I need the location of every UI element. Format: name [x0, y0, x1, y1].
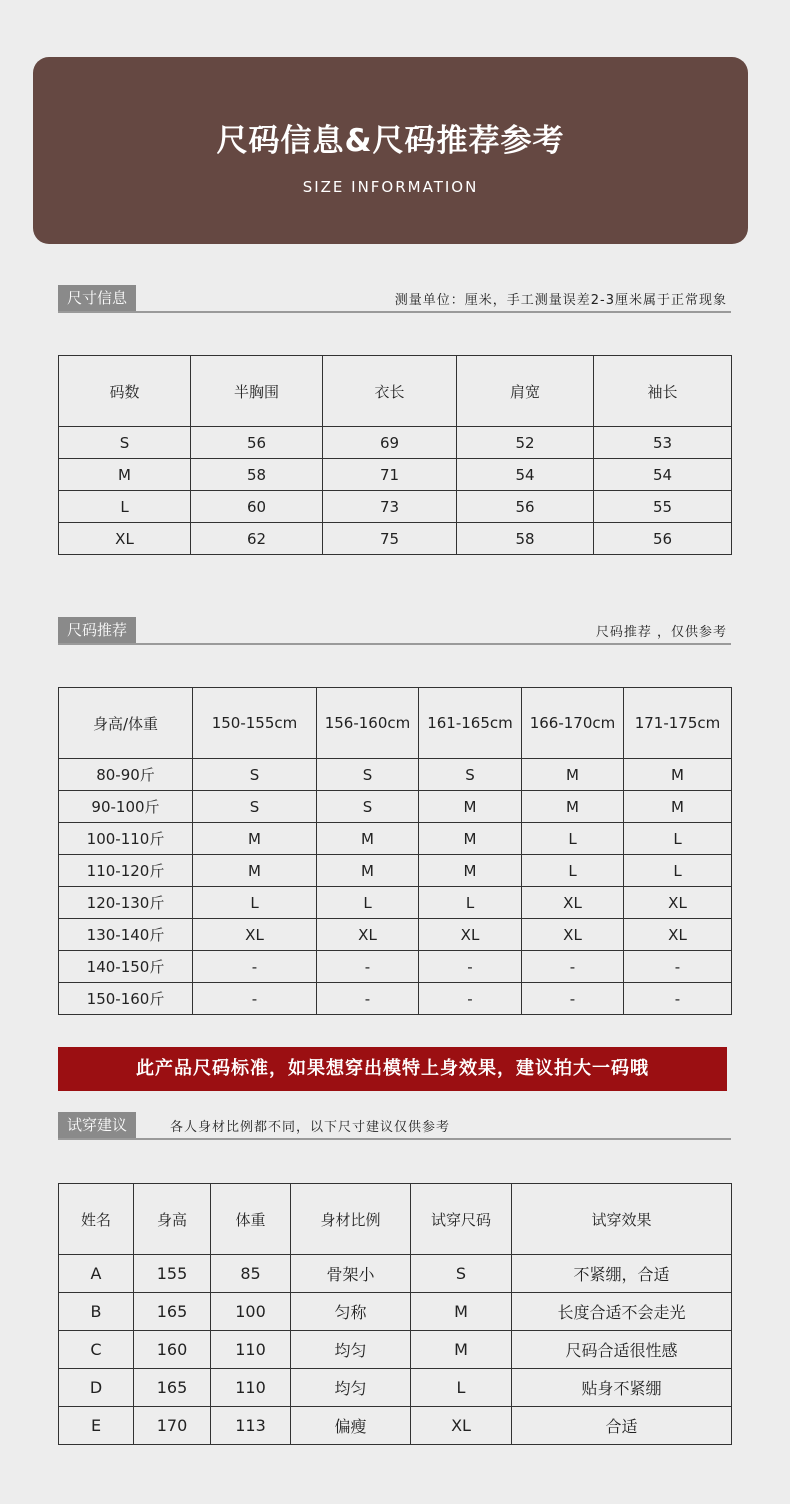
table-row [59, 951, 732, 983]
table-header-cell: 半胸围 [191, 356, 323, 427]
table-cell: 113 [211, 1407, 291, 1445]
size-info-tag: 尺寸信息 [58, 285, 136, 311]
table-cell: L [411, 1369, 512, 1407]
table-cell: 100 [211, 1293, 291, 1331]
table-cell: 155 [134, 1255, 211, 1293]
table-header-cell: 袖长 [594, 356, 732, 427]
table-cell: XL [522, 919, 624, 951]
size-info-note: 测量单位：厘米，手工测量误差2-3厘米属于正常现象 [394, 293, 727, 308]
table-cell: 75 [323, 523, 457, 555]
table-cell: S [411, 1255, 512, 1293]
table-cell: 不紧绷，合适 [512, 1255, 732, 1293]
table-cell: 尺码合适很性感 [512, 1331, 732, 1369]
page-title: 尺码信息&尺码推荐参考 [216, 123, 565, 159]
table-cell: 110 [211, 1331, 291, 1369]
table-cell: - [522, 951, 624, 983]
table-row [59, 759, 732, 791]
table-cell: M [193, 823, 317, 855]
table-cell: 80-90斤 [59, 759, 193, 791]
table-cell: M [193, 855, 317, 887]
table-header-cell: 156-160cm [317, 688, 419, 759]
table-cell: 60 [191, 491, 323, 523]
table-cell: 130-140斤 [59, 919, 193, 951]
table-cell: 100-110斤 [59, 823, 193, 855]
table-cell: 73 [323, 491, 457, 523]
table-cell: 54 [594, 459, 732, 491]
table-cell: 160 [134, 1331, 211, 1369]
table-row [59, 983, 732, 1015]
table-cell: C [59, 1331, 134, 1369]
table-cell: XL [193, 919, 317, 951]
table-cell: - [624, 951, 732, 983]
table-cell: 53 [594, 427, 732, 459]
table-cell: 均匀 [291, 1331, 411, 1369]
table-row [59, 1407, 732, 1445]
table-cell: 58 [191, 459, 323, 491]
table-cell: L [624, 855, 732, 887]
table-cell: 90-100斤 [59, 791, 193, 823]
size-recommend-note: 尺码推荐 ，仅供参考 [595, 625, 727, 640]
size-recommend-table [58, 687, 732, 1015]
table-header-row [59, 688, 732, 759]
table-cell: D [59, 1369, 134, 1407]
table-cell: S [193, 759, 317, 791]
table-cell: 偏瘦 [291, 1407, 411, 1445]
table-cell: L [522, 855, 624, 887]
table-row [59, 855, 732, 887]
table-cell: L [419, 887, 522, 919]
table-row [59, 919, 732, 951]
table-row [59, 459, 732, 491]
table-cell: XL [317, 919, 419, 951]
table-cell: M [522, 759, 624, 791]
page-subtitle: SIZE INFORMATION [302, 178, 479, 196]
table-header-cell: 150-155cm [193, 688, 317, 759]
table-cell: 120-130斤 [59, 887, 193, 919]
try-on-tag: 试穿建议 [58, 1112, 136, 1138]
table-row [59, 523, 732, 555]
table-header-cell: 衣长 [323, 356, 457, 427]
table-cell: S [317, 791, 419, 823]
table-cell: L [624, 823, 732, 855]
table-cell: 56 [191, 427, 323, 459]
table-header-cell: 试穿尺码 [411, 1184, 512, 1255]
table-cell: 55 [594, 491, 732, 523]
table-header-cell: 身高/体重 [59, 688, 193, 759]
table-cell: M [419, 791, 522, 823]
table-cell: 62 [191, 523, 323, 555]
table-cell: - [317, 951, 419, 983]
table-row [59, 1331, 732, 1369]
table-cell: XL [522, 887, 624, 919]
table-row [59, 1293, 732, 1331]
table-cell: 110-120斤 [59, 855, 193, 887]
table-cell: S [419, 759, 522, 791]
table-header-cell: 肩宽 [457, 356, 594, 427]
table-header-cell: 身材比例 [291, 1184, 411, 1255]
table-cell: L [193, 887, 317, 919]
size-recommend-header [58, 617, 731, 645]
table-cell: M [411, 1293, 512, 1331]
try-on-note: 各人身材比例都不同，以下尺寸建议仅供参考 [170, 1120, 451, 1135]
table-row [59, 791, 732, 823]
table-header-row [59, 1184, 732, 1255]
table-cell: 69 [323, 427, 457, 459]
size-info-table [58, 355, 732, 555]
table-cell: M [522, 791, 624, 823]
table-cell: XL [59, 523, 191, 555]
table-cell: XL [624, 919, 732, 951]
table-cell: - [193, 951, 317, 983]
table-cell: S [59, 427, 191, 459]
table-cell: A [59, 1255, 134, 1293]
table-cell: 56 [457, 491, 594, 523]
table-cell: L [522, 823, 624, 855]
table-header-cell: 试穿效果 [512, 1184, 732, 1255]
table-header-cell: 体重 [211, 1184, 291, 1255]
try-on-table [58, 1183, 732, 1445]
table-cell: XL [419, 919, 522, 951]
table-cell: 150-160斤 [59, 983, 193, 1015]
size-recommend-tag: 尺码推荐 [58, 617, 136, 643]
table-cell: B [59, 1293, 134, 1331]
table-cell: 140-150斤 [59, 951, 193, 983]
table-cell: - [317, 983, 419, 1015]
try-on-header [58, 1112, 731, 1140]
table-cell: M [317, 855, 419, 887]
table-cell: 匀称 [291, 1293, 411, 1331]
table-cell: 165 [134, 1293, 211, 1331]
table-cell: 长度合适不会走光 [512, 1293, 732, 1331]
size-notice-banner: 此产品尺码标准，如果想穿出模特上身效果，建议拍大一码哦 [58, 1047, 727, 1091]
table-header-row [59, 356, 732, 427]
table-cell: M [624, 759, 732, 791]
table-cell: M [317, 823, 419, 855]
table-cell: 均匀 [291, 1369, 411, 1407]
table-header-cell: 姓名 [59, 1184, 134, 1255]
table-cell: 58 [457, 523, 594, 555]
table-cell: - [193, 983, 317, 1015]
table-cell: M [59, 459, 191, 491]
table-header-cell: 166-170cm [522, 688, 624, 759]
table-row [59, 1255, 732, 1293]
table-row [59, 491, 732, 523]
table-cell: 71 [323, 459, 457, 491]
table-header-cell: 161-165cm [419, 688, 522, 759]
table-header-cell: 码数 [59, 356, 191, 427]
table-cell: L [317, 887, 419, 919]
table-cell: - [522, 983, 624, 1015]
table-cell: E [59, 1407, 134, 1445]
table-cell: 56 [594, 523, 732, 555]
table-row [59, 887, 732, 919]
table-cell: M [419, 823, 522, 855]
table-row [59, 823, 732, 855]
table-cell: - [419, 983, 522, 1015]
table-cell: S [193, 791, 317, 823]
table-row [59, 1369, 732, 1407]
table-cell: S [317, 759, 419, 791]
table-cell: 52 [457, 427, 594, 459]
table-cell: 骨架小 [291, 1255, 411, 1293]
table-cell: XL [624, 887, 732, 919]
header-banner [33, 57, 748, 244]
table-cell: XL [411, 1407, 512, 1445]
table-cell: 贴身不紧绷 [512, 1369, 732, 1407]
table-cell: M [411, 1331, 512, 1369]
table-cell: - [624, 983, 732, 1015]
table-header-cell: 171-175cm [624, 688, 732, 759]
table-cell: M [419, 855, 522, 887]
table-cell: 110 [211, 1369, 291, 1407]
size-info-header [58, 285, 731, 313]
table-cell: M [624, 791, 732, 823]
table-cell: 85 [211, 1255, 291, 1293]
table-cell: 合适 [512, 1407, 732, 1445]
table-cell: 170 [134, 1407, 211, 1445]
table-row [59, 427, 732, 459]
table-cell: 54 [457, 459, 594, 491]
table-cell: 165 [134, 1369, 211, 1407]
table-cell: - [419, 951, 522, 983]
table-header-cell: 身高 [134, 1184, 211, 1255]
table-cell: L [59, 491, 191, 523]
